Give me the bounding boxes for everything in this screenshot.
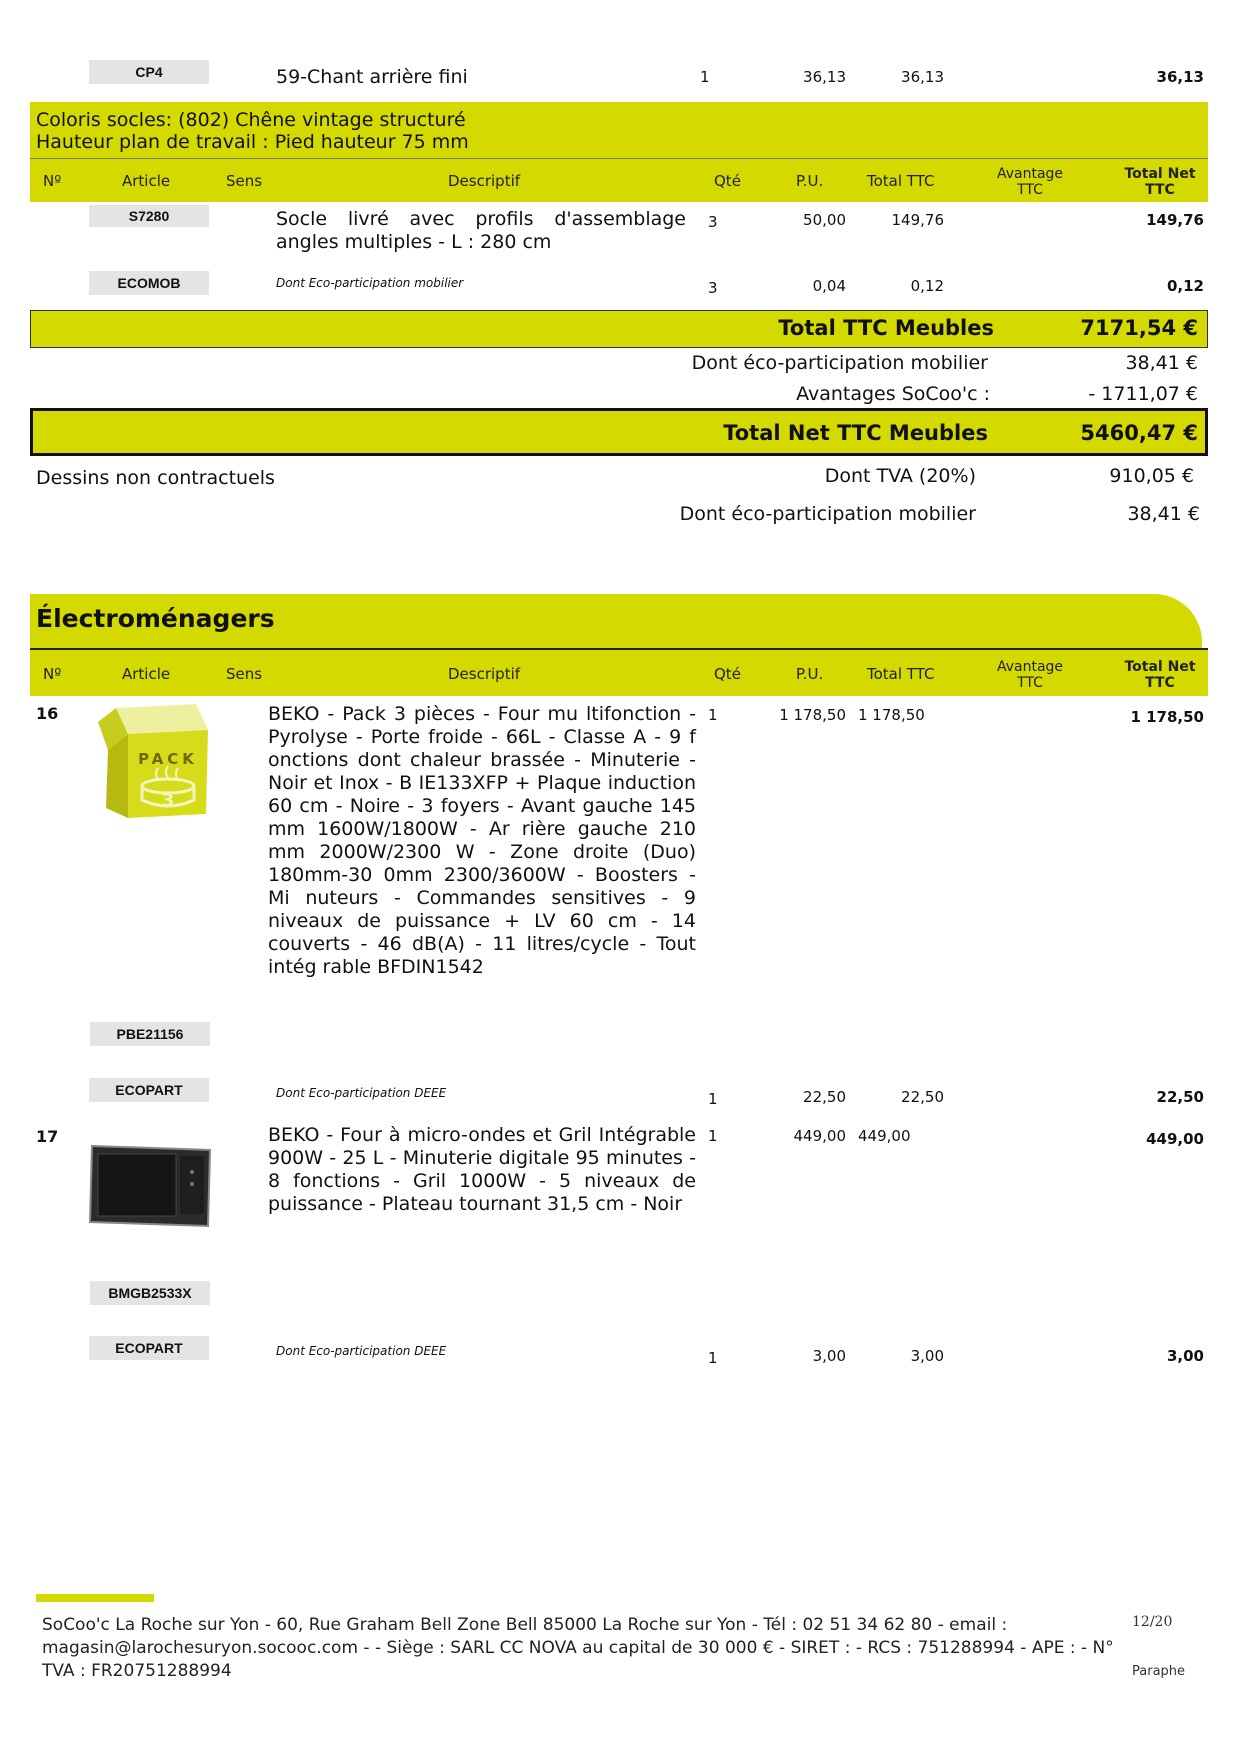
total-ttc: 22,50	[901, 1088, 944, 1106]
eco-label: Dont éco-participation mobilier	[691, 352, 988, 374]
total-net-label: Total Net TTC Meubles	[723, 421, 988, 445]
total-net: 1 178,50	[1130, 708, 1204, 726]
pu: 50,00	[803, 211, 846, 229]
pu: 3,00	[812, 1347, 846, 1365]
eco2-label: Dont éco-participation mobilier	[679, 503, 976, 525]
descriptif: Socle livré avec profils d'assemblage angles multiples - L : 280 cm	[276, 208, 686, 253]
qty: 3	[708, 213, 718, 231]
col-sens: Sens	[226, 172, 263, 190]
tva-label: Dont TVA (20%)	[824, 465, 976, 487]
article-code: ECOPART	[89, 1336, 209, 1360]
article-code: S7280	[89, 205, 209, 227]
qty: 1	[708, 1127, 718, 1145]
col-sens: Sens	[226, 665, 263, 683]
col-pu: P.U.	[796, 665, 824, 683]
eco-participation: Dont Eco-participation mobilier	[276, 276, 464, 290]
pu: 22,50	[803, 1088, 846, 1106]
col-total-net: Total Net TTC	[1124, 166, 1196, 198]
qty: 1	[708, 1349, 718, 1367]
dessins-note: Dessins non contractuels	[36, 467, 275, 489]
footer-line1: SoCoo'c La Roche sur Yon - 60, Rue Graham Bell Zone Bell 85000 La Roche sur Yon - Tél : 02 51 34 62 80 - email :	[42, 1615, 1008, 1635]
pu: 1 178,50	[779, 706, 846, 724]
total-net: 36,13	[1156, 68, 1204, 86]
eco-participation: Dont Eco-participation DEEE	[276, 1344, 447, 1358]
descriptif: BEKO - Pack 3 pièces - Four mu ltifonction - Pyrolyse - Porte froide - 66L - Classe A - 9 f onctions dont chaleur brassée - Minuterie - Noir et Inox - B IE133XFP + Plaque induction 60 cm - Noire - 3 foyers - Avant gauche 145 mm 1600W/1800W - Ar rière gauche 210 mm 2000W/2300 W - Zone droite (Duo) 180mm-30 0mm 2300/3600W - Boosters - Mi nuteurs - Commandes sensitives - 9 niveaux de puissance + LV 60 cm - 14 couverts - 46 dB(A) - 11 litres/cycle - Tout intég rable BFDIN1542	[268, 703, 696, 978]
microwave-image	[88, 1140, 214, 1232]
pu: 36,13	[803, 68, 846, 86]
tva-value: 910,05 €	[1109, 465, 1194, 487]
footer-line3: TVA : FR20751288994	[42, 1661, 232, 1681]
qty: 3	[708, 279, 718, 297]
total-net: 22,50	[1156, 1088, 1204, 1106]
article-code: ECOPART	[89, 1078, 209, 1102]
total-net-value: 5460,47 €	[1080, 421, 1198, 445]
col-total-ttc: Total TTC	[867, 665, 935, 683]
col-article: Article	[122, 665, 171, 683]
col-descriptif: Descriptif	[448, 172, 521, 190]
col-no: Nº	[43, 665, 62, 683]
qty: 1	[700, 68, 710, 86]
col-article: Article	[122, 172, 171, 190]
section-title: Électroménagers	[36, 604, 275, 633]
article-code: PBE21156	[90, 1022, 210, 1046]
col-avantage: Avantage TTC	[996, 659, 1064, 691]
total-ttc: 0,12	[910, 277, 944, 295]
page-number: 12/20	[1132, 1614, 1173, 1630]
col-qte: Qté	[714, 665, 741, 683]
col-qte: Qté	[714, 172, 741, 190]
col-total-ttc: Total TTC	[867, 172, 935, 190]
socles-info	[36, 109, 469, 153]
pack-number: 3	[161, 790, 175, 811]
avantages-label: Avantages SoCoo'c :	[796, 383, 990, 405]
total-ttc-value: 7171,54 €	[1080, 316, 1198, 340]
col-no: Nº	[43, 172, 62, 190]
total-net: 149,76	[1146, 211, 1204, 229]
coloris-socles: Coloris socles: (802) Chêne vintage structuré	[36, 109, 466, 131]
article-code: ECOMOB	[89, 271, 209, 295]
paraphe: Paraphe	[1132, 1664, 1186, 1679]
total-ttc: 449,00	[858, 1127, 911, 1145]
article-code: CP4	[89, 60, 209, 84]
pack-text: PACK	[138, 750, 198, 768]
pack-cube-image	[88, 700, 212, 824]
total-net: 3,00	[1166, 1347, 1204, 1365]
eco-participation: Dont Eco-participation DEEE	[276, 1086, 447, 1100]
col-descriptif: Descriptif	[448, 665, 521, 683]
footer-accent-bar	[36, 1594, 154, 1602]
avantages-value: - 1711,07 €	[1088, 383, 1198, 405]
footer-info	[42, 1614, 1114, 1683]
total-net: 0,12	[1166, 277, 1204, 295]
eco-value: 38,41 €	[1125, 352, 1198, 374]
item-number: 16	[36, 704, 59, 723]
descriptif: BEKO - Four à micro-ondes et Gril Intégrable 900W - 25 L - Minuterie digitale 95 minutes - 8 fonctions - Gril 1000W - 5 niveaux de puissance - Plateau tournant 31,5 cm - Noir	[268, 1124, 696, 1215]
item-number: 17	[36, 1127, 59, 1146]
pu: 0,04	[812, 277, 846, 295]
col-avantage: Avantage TTC	[996, 166, 1064, 198]
qty: 1	[708, 706, 718, 724]
total-ttc: 3,00	[910, 1347, 944, 1365]
pu: 449,00	[793, 1127, 846, 1145]
article-code: BMGB2533X	[90, 1281, 210, 1305]
total-ttc-label: Total TTC Meubles	[778, 316, 994, 340]
eco2-value: 38,41 €	[1127, 503, 1200, 525]
col-total-net: Total Net TTC	[1124, 659, 1196, 691]
total-ttc: 1 178,50	[858, 706, 925, 724]
hauteur-plan: Hauteur plan de travail : Pied hauteur 75 mm	[36, 131, 469, 153]
descriptif: 59-Chant arrière fini	[276, 66, 468, 88]
total-net: 449,00	[1146, 1130, 1204, 1148]
footer-line2: magasin@larochesuryon.socooc.com - - Siège : SARL CC NOVA au capital de 30 000 € - SIRET : - RCS : 751288994 - APE : - N°	[42, 1638, 1114, 1658]
total-ttc: 36,13	[901, 68, 944, 86]
divider	[30, 158, 1208, 159]
qty: 1	[708, 1090, 718, 1108]
total-ttc: 149,76	[891, 211, 944, 229]
col-pu: P.U.	[796, 172, 824, 190]
